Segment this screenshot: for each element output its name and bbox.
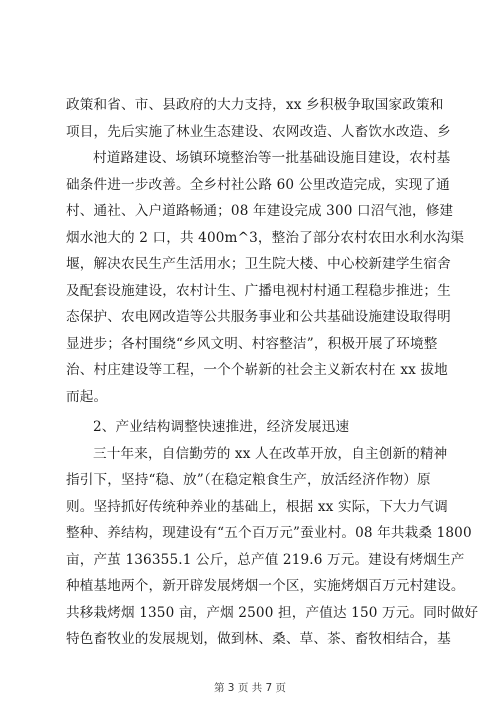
paragraph-line: 村、通社、入户道路畅通；08 年建设完成 300 口沼气池，修建 (66, 203, 454, 219)
paragraph-line: 亩，产茧 136355.1 公斤，总产值 219.6 万元。建设有烤烟生产 (66, 551, 465, 568)
paragraph-line: 础条件进一步改善。全乡村社公路 60 公里改造完成，实现了通 (66, 176, 450, 193)
paragraph-line: 种植基地两个，新开辟发展烤烟一个区，实施烤烟百万元村建设。 (66, 578, 465, 594)
paragraph-line: 整种、养结构，现建设有“五个百万元”蚕业村。08 年共栽桑 1800 (66, 525, 472, 541)
paragraph-line: 显进步；各村围绕“乡风文明、村容整洁”，积极开展了环境整 (66, 335, 438, 352)
paragraph-line: 政策和省、市、县政府的大力支持，xx 乡积极争取国家政策和 (66, 97, 444, 113)
paragraph-line: 村道路建设、场镇环境整治等一批基础设施目建设，农村基 (93, 150, 451, 166)
document-body (66, 92, 479, 653)
paragraph-line: 治、村庄建设等工程，一个个崭新的社会主义新农村在 xx 拔地 (66, 362, 448, 378)
paragraph-line: 烟水池大的 2 口，共 400m^3，整治了部分农村农田水利水沟渠 (66, 229, 465, 246)
paragraph-line: 三十年来，自信勤劳的 xx 人在改革开放，自主创新的精神 (93, 445, 448, 462)
paragraph-line: 及配套设施建设，农村计生、广播电视村村通工程稳步推进；生 (66, 282, 451, 299)
paragraph-line: 项目，先后实施了林业生态建设、农网改造、人畜饮水改造、乡 (66, 123, 451, 140)
paragraph-line: 堰，解决农民生产生活用水；卫生院大楼、中心校新建学生宿舍 (66, 256, 451, 272)
paragraph-line: 则。坚持抓好传统种养业的基础上，根据 xx 实际，下大力气调 (66, 498, 448, 515)
paragraph-line: 共移栽烤烟 1350 亩，产烟 2500 担，产值达 150 万元。同时做好 (66, 604, 479, 621)
paragraph-line: 态保护、农电网改造等公共服务事业和公共基础设施建设取得明 (66, 309, 451, 325)
paragraph-line: 指引下，坚持“稳、放”（在稳定粮食生产，放活经济作物）原 (66, 472, 431, 488)
page-number-footer: 第 3 页 共 7 页 (213, 682, 287, 694)
paragraph-line: 而起。 (66, 388, 108, 405)
paragraph-line: 特色畜牧业的发展规划，做到林、桑、草、茶、畜牧相结合，基 (66, 631, 451, 647)
section-heading: 2、产业结构调整快速推进，经济发展迅速 (93, 419, 350, 435)
